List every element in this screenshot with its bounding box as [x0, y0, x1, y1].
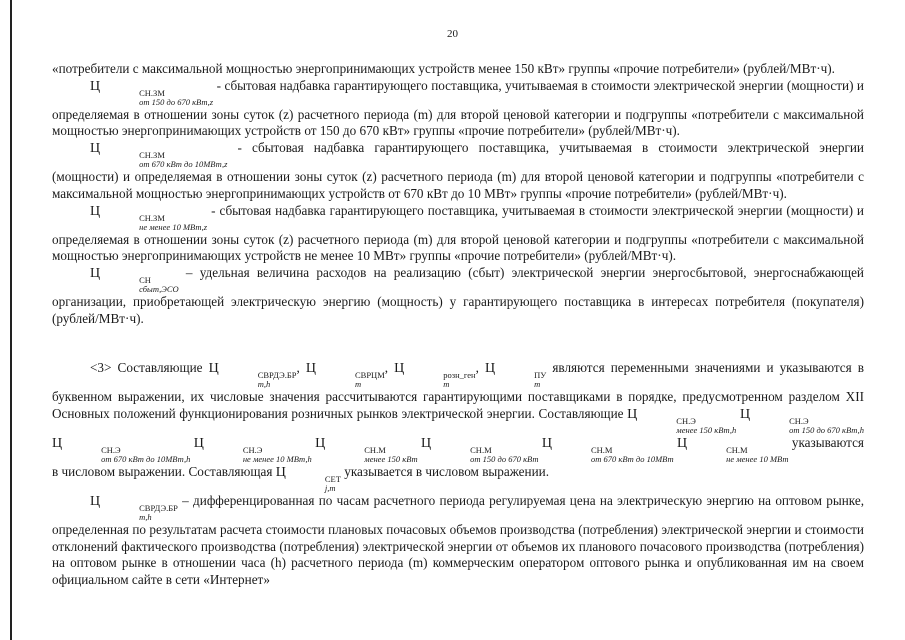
paragraph-1: Ц СН.ЗМ от 150 до 670 кВт,z - сбытовая надбавка гарантирующего поставщика, учитываемая в стоимости электрической энергии (мощности) и определяемая в отношении зоны суток (z) расчетного периода (m) для второй ценовой категории и подгруппы «потребители с максимальной мощностью энергопринимающих устройств от 150 до 670 кВт» группы «прочие потребители» (рублей/МВт·ч). — [52, 77, 864, 139]
formula-symbol: Ц СВРЦМ m — [305, 361, 385, 390]
paragraph-4: Ц СН сбыт,ЭСО – удельная величина расходов на реализацию (сбыт) электрической энергии энергосбытовой, энергоснабжающей организации, приобретающей электрическую энергию (мощность) у гарантирующего поставщика в интересах потребителя (покупателя) (рублей/МВт·ч). — [52, 264, 864, 326]
page-number: 20 — [447, 28, 458, 40]
formula-symbol: Ц СН.М от 670 кВт до 10МВт — [541, 436, 674, 465]
formula-symbol: Ц СН.Э от 150 до 670 кВт,h — [739, 407, 864, 436]
formula-symbol: Ц СВРДЭ.БР m,h — [208, 361, 297, 390]
formula-symbol: Ц СН.М не менее 10 МВт — [677, 436, 789, 465]
formula-symbol: Ц СН.ЗМ не менее 10 МВт,z — [90, 203, 208, 232]
paragraph-5: <3> Составляющие Ц СВРДЭ.БР m,h , Ц СВРЦМ m , Ц розн_ген m , Ц ПУ m являются переменными значениями и указываются в буквенном выражении, их числовые значения рассчитываются гарантирующими поставщиками в порядке, предусмотренном разделом XII Основных положений функционирования розничных рынков электрической энергии. Составляющие Ц СН.Э менее 150 кВт,h Ц СН.Э от 150 до 670 кВт,h Ц СН.Э от 670 кВт до 10МВт,h Ц СН.Э не менее 10 МВт,h Ц СН.М менее 150 кВт Ц СН.М от 150 до 670 кВт Ц СН.М от 670 кВт до 10МВт Ц СН.М не менее 10 МВт указываются в числовом выражении. Составляющая Ц СЕТ j,m указывается в числовом выражении. — [52, 360, 865, 494]
paragraph-3: Ц СН.ЗМ не менее 10 МВт,z - сбытовая надбавка гарантирующего поставщика, учитываемая в стоимости электрической энергии (мощности) и определяемая в отношении зоны суток (z) расчетного периода (m) для второй ценовой категории и подгруппы «потребители с максимальной мощностью энергопринимающих устройств не менее 10 МВт» группы «прочие потребители» (рублей/МВт·ч). — [52, 202, 864, 264]
formula-symbol: Ц СН.Э от 670 кВт до 10МВт,h — [52, 436, 191, 465]
formula-symbol: Ц СВРДЭ.БР m,h — [90, 494, 178, 523]
formula-symbol: Ц СН.М от 150 до 670 кВт — [421, 436, 539, 465]
formula-symbol: Ц ПУ m — [484, 361, 547, 390]
formula-symbol: Ц СН.М менее 150 кВт — [315, 436, 418, 465]
formula-symbol: Ц СН.ЗМ от 150 до 670 кВт,z — [90, 78, 214, 107]
spacer — [52, 327, 864, 360]
formula-symbol: Ц СН сбыт,ЭСО — [90, 265, 179, 294]
formula-symbol: Ц СН.ЗМ от 670 кВт до 10МВт,z — [90, 141, 228, 170]
formula-symbol: Ц СЕТ j,m — [275, 465, 341, 494]
scan-border — [10, 0, 12, 640]
formula-symbol: Ц розн_ген m — [394, 361, 476, 390]
paragraph-2: Ц СН.ЗМ от 670 кВт до 10МВт,z - сбытовая надбавка гарантирующего поставщика, учитываемая в стоимости электрической энергии (мощности) и определяемая в отношении зоны суток (z) расчетного периода (m) для второй ценовой категории и подгруппы «потребители с максимальной мощностью энергопринимающих устройств от 670 кВт до 10 МВт» группы «прочие потребители» (рублей/МВт·ч). — [52, 140, 864, 201]
document-body — [52, 61, 864, 589]
formula-symbol: Ц СН.Э менее 150 кВт,h — [627, 407, 737, 436]
paragraph-0: «потребители с максимальной мощностью энергопринимающих устройств менее 150 кВт» группы «прочие потребители» (рублей/МВт·ч). — [52, 61, 835, 76]
paragraph-7: Ц СВРДЭ.БР m,h – дифференцированная по часам расчетного периода регулируемая цена на электрическую энергию на оптовом рынке, определенная по результатам расчета стоимости плановых почасовых объемов производства (потребления) электрической энергии и стоимости отклонений фактического производства (потребления) электрической энергии от объемов их планового почасового производства (потребления) на оптовом рынке в отношении часа (h) расчетного периода (m) коммерческим оператором оптового рынка и опубликованная им на своем официальном сайте в сети «Интернет» — [52, 493, 864, 588]
formula-symbol: Ц СН.Э не менее 10 МВт,h — [193, 436, 312, 465]
